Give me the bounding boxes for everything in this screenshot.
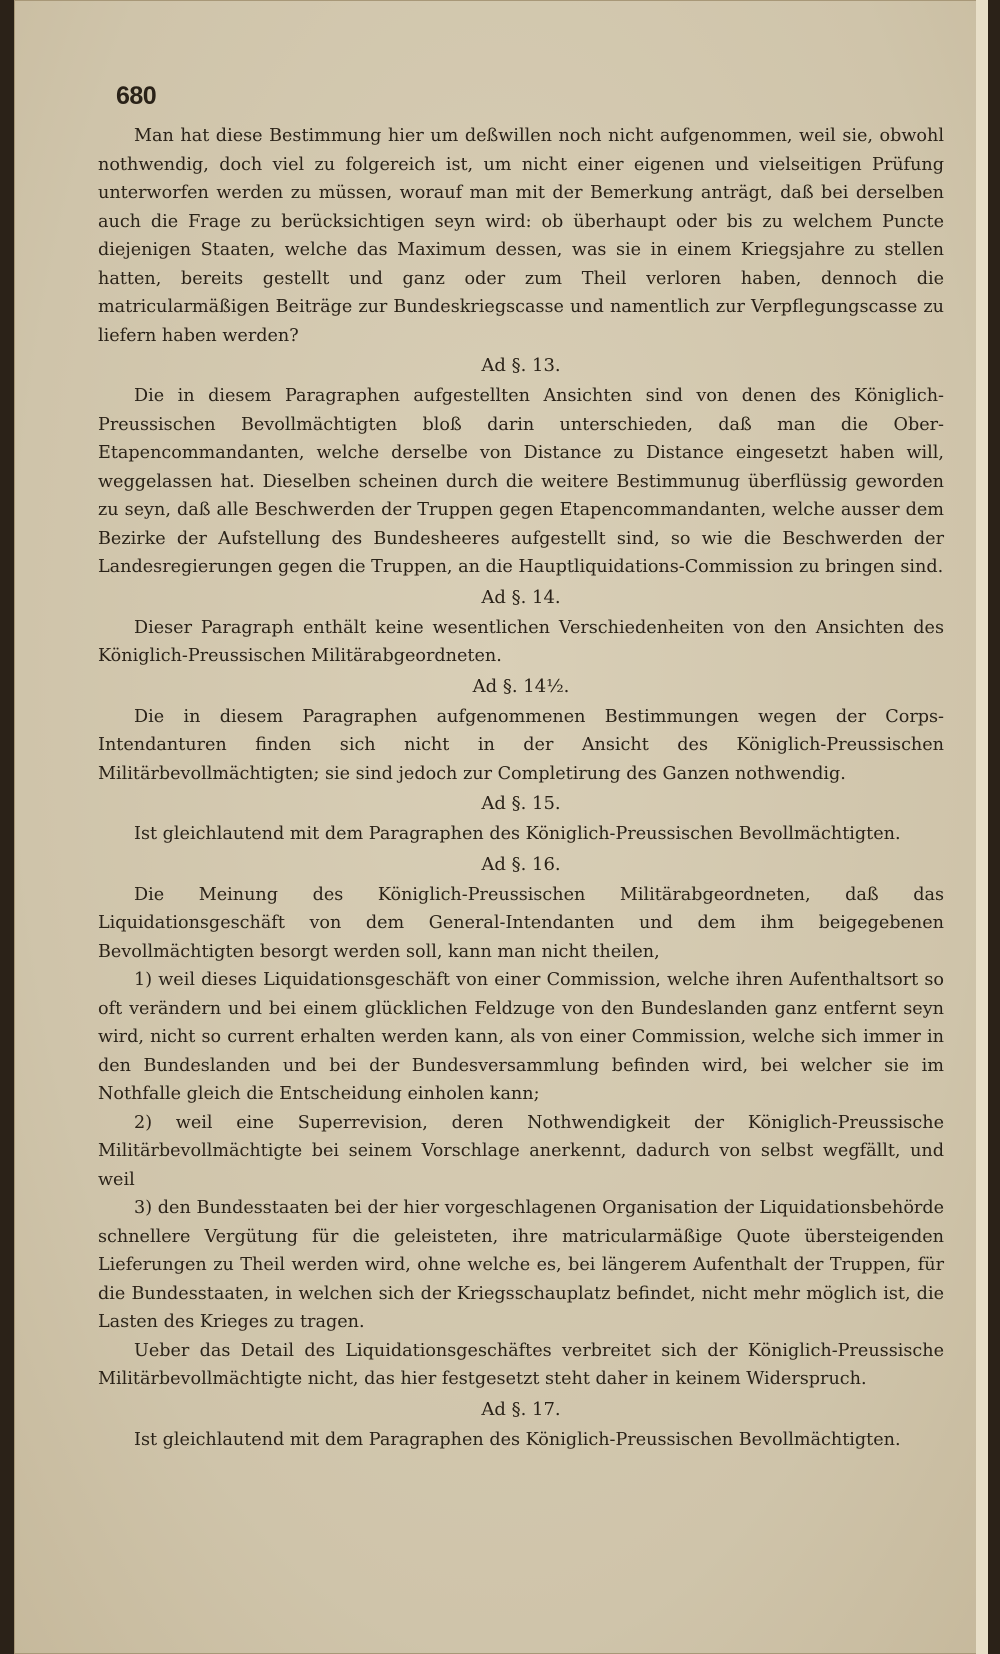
paragraph: Man hat diese Bestimmung hier um deßwillen noch nicht aufgenommen, weil sie, obwohl nothwendig, doch viel zu folgereich ist, um nicht einer eigenen und vielseitigen Prüfung unterworfen werden zu müssen, worauf man mit der Bemerkung anträgt, daß bei derselben auch die Frage zu berücksichtigen seyn wird: ob überhaupt oder bis zu welchem Puncte diejenigen Staaten, welche das Maximum dessen, was sie in einem Kriegsjahre zu stellen hatten, bereits gestellt und ganz oder zum Theil verloren haben, dennoch die matricularmäßigen Beiträge zur Bundeskriegscasse und namentlich zur Verpflegungscasse zu liefern haben werden? — [98, 126, 944, 346]
section-heading: Ad §. 17. — [481, 1398, 561, 1420]
list-item: 3) den Bundesstaaten bei der hier vorgeschlagenen Organisation der Liquidationsbehörde schnellere Vergütung für die geleisteten, ihre matricularmäßige Quote übersteigenden Lieferungen zu Theil werden wird, ohne welche es, bei längerem Aufenthalt der Truppen, für die Bundesstaaten, in welchen sich der Kriegsschauplatz befindet, nicht mehr möglich ist, die Lasten des Krieges zu tragen. — [98, 1198, 944, 1332]
section-heading: Ad §. 14½. — [472, 675, 570, 697]
paragraph: Dieser Paragraph enthält keine wesentlichen Verschiedenheiten von den Ansichten des Königlich-Preussischen Militärabgeordneten. — [98, 617, 944, 666]
page-number: 680 — [116, 82, 157, 110]
list-item: 1) weil dieses Liquidationsgeschäft von einer Commission, welche ihren Aufenthaltsort so oft verändern und bei einem glücklichen Feldzuge von den Bundeslanden ganz entfernt seyn wird, nicht so current erhalten werden kann, als von einer Commission, welche sich immer in den Bundeslanden und bei der Bundesversammlung befinden wird, bei welcher sie im Nothfalle gleich die Entscheidung einholen kann; — [98, 970, 944, 1104]
section-heading: Ad §. 15. — [481, 793, 561, 814]
page-content — [98, 80, 944, 1454]
section-heading: Ad §. 13. — [481, 355, 561, 376]
paragraph: Ist gleichlautend mit dem Paragraphen des Königlich-Preussischen Bevollmächtigten. — [134, 824, 901, 844]
page-edge — [976, 0, 988, 1654]
paragraph: Die in diesem Paragraphen aufgenommenen Bestimmungen wegen der Corps-Intendanturen finden sich nicht in der Ansicht des Königlich-Preussischen Militärbevollmächtigten; sie sind jedoch zur Completirung des Ganzen nothwendig. — [98, 706, 944, 784]
paragraph: Die in diesem Paragraphen aufgestellten Ansichten sind von denen des Königlich-Preussischen Bevollmächtigten bloß darin unterschieden, daß man die Ober-Etapencommandanten, welche derselbe von Distance zu Distance eingesetzt haben will, weggelassen hat. Dieselben scheinen durch die weitere Bestimmunug überflüssig geworden zu seyn, daß alle Beschwerden der Truppen gegen Etapencommandanten, welche ausser dem Bezirke der Aufstellung des Bundesheeres aufgestellt sind, so wie die Beschwerden der Landesregierungen gegen die Truppen, an die Hauptliquidations-Commission zu bringen sind. — [98, 386, 944, 577]
section-heading: Ad §. 16. — [481, 853, 561, 875]
paragraph: Ist gleichlautend mit dem Paragraphen des Königlich-Preussischen Bevollmächtigten. — [134, 1429, 901, 1450]
list-item: 2) weil eine Superrevision, deren Nothwendigkeit der Königlich-Preussische Militärbevollmächtigte bei seinem Vorschlage anerkennt, dadurch von selbst wegfällt, und weil — [98, 1112, 944, 1190]
book-page — [14, 0, 988, 1654]
section-heading: Ad §. 14. — [481, 586, 561, 608]
paragraph: Die Meinung des Königlich-Preussischen Militärabgeordneten, daß das Liquidationsgeschäft von dem General-Intendanten und dem ihm beigegebenen Bevollmächtigten besorgt werden soll, kann man nicht theilen, — [98, 884, 944, 962]
paragraph: Ueber das Detail des Liquidationsgeschäftes verbreitet sich der Königlich-Preussische Militärbevollmächtigte nicht, das hier festgesetzt steht daher in keinem Widerspruch. — [98, 1340, 944, 1389]
